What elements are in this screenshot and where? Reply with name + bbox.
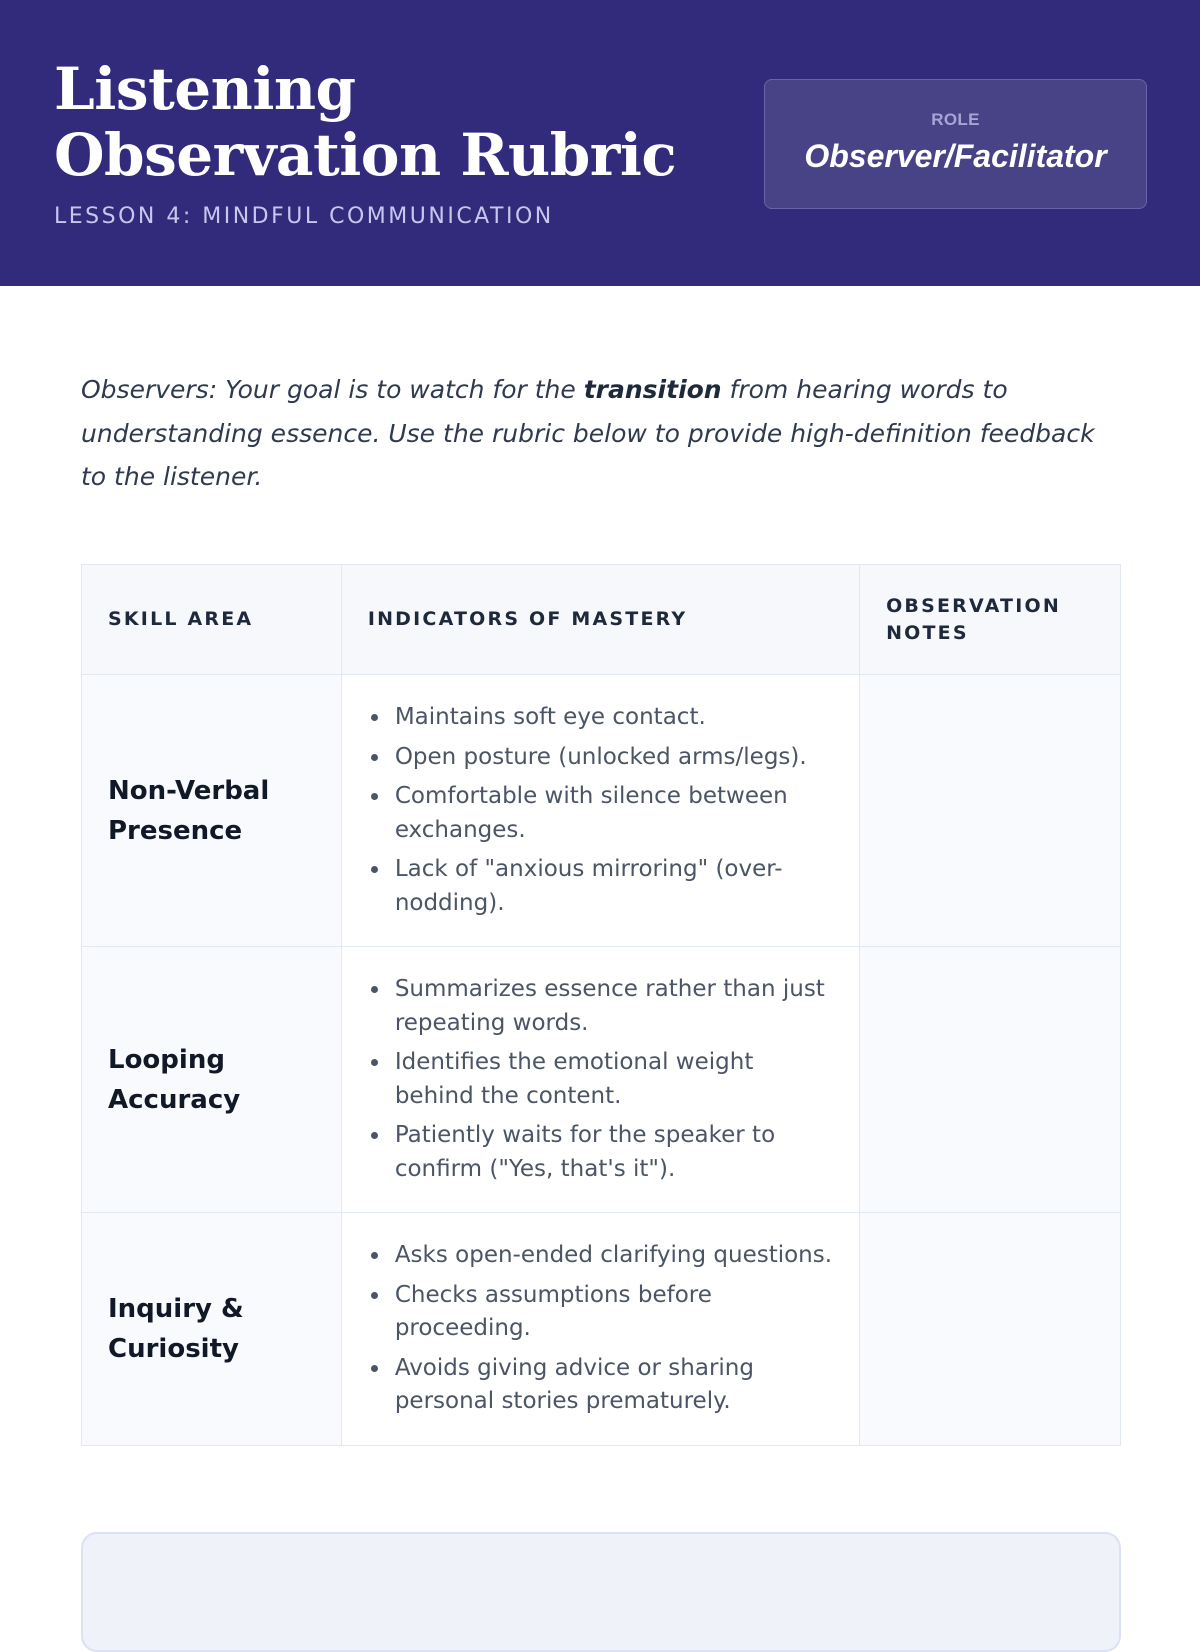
indicator-item [368, 741, 833, 775]
table-row [82, 947, 1121, 1213]
page-header [0, 0, 1200, 286]
indicators-cell [341, 947, 859, 1213]
indicator-text: Open posture (unlocked arms/legs). [394, 743, 807, 770]
header-observation-notes: OBSERVATION NOTES [860, 565, 1121, 675]
skill-area-cell: Inquiry & Curiosity [82, 1213, 342, 1446]
indicator-item [368, 780, 833, 847]
bullet-icon [371, 1252, 378, 1259]
bullet-icon [371, 1365, 378, 1372]
indicator-text: Identifies the emotional weight behind the content. [394, 1049, 754, 1109]
header-indicators: INDICATORS OF MASTERY [341, 565, 859, 675]
bullet-icon [371, 986, 378, 993]
bullet-icon [371, 1132, 378, 1139]
observation-notes-cell[interactable] [860, 675, 1121, 947]
indicators-cell [341, 1213, 859, 1446]
bullet-icon [371, 714, 378, 721]
table-row [82, 675, 1121, 947]
indicator-item [368, 973, 833, 1040]
indicator-list [368, 1239, 833, 1419]
rubric-table [81, 564, 1121, 1446]
lesson-subtitle: LESSON 4: MINDFUL COMMUNICATION [54, 204, 554, 229]
indicator-text: Lack of "anxious mirroring" (over-nodding). [394, 856, 783, 916]
intro-text-start: Observers: Your goal is to watch for the [81, 375, 584, 404]
intro-text-end: from hearing words to understanding essence. Use the rubric below to provide high-definition feedback to the listener. [81, 375, 1095, 491]
next-section-heading [133, 1586, 693, 1616]
page-title: Listening Observation Rubric [54, 55, 677, 189]
indicator-item [368, 1352, 833, 1419]
indicator-item [368, 701, 833, 735]
bullet-icon [371, 1059, 378, 1066]
indicator-item [368, 1119, 833, 1186]
indicator-item [368, 1279, 833, 1346]
indicator-text: Maintains soft eye contact. [394, 704, 706, 730]
indicator-item [368, 853, 833, 920]
indicator-text: Patiently waits for the speaker to confirm ("Yes, that's it"). [394, 1122, 776, 1182]
role-label: ROLE [931, 110, 980, 129]
indicator-item [368, 1046, 833, 1113]
next-section-card [81, 1532, 1121, 1652]
observation-notes-cell[interactable] [860, 947, 1121, 1213]
indicators-cell [341, 675, 859, 947]
indicator-text: Avoids giving advice or sharing personal stories prematurely. [394, 1354, 754, 1414]
indicator-text: Checks assumptions before proceeding. [394, 1281, 712, 1341]
rubric-header-row [82, 565, 1121, 675]
bullet-icon [371, 1292, 378, 1299]
intro-text [81, 368, 1121, 499]
role-card [764, 79, 1147, 209]
bullet-icon [371, 754, 378, 761]
indicator-item [368, 1239, 833, 1273]
observation-notes-cell[interactable] [860, 1213, 1121, 1446]
bullet-icon [371, 866, 378, 873]
skill-area-cell: Looping Accuracy [82, 947, 342, 1213]
indicator-list [368, 701, 833, 920]
intro-emphasis: transition [583, 375, 722, 404]
indicator-text: Summarizes essence rather than just repeating words. [394, 976, 825, 1036]
rubric-body [82, 675, 1121, 1446]
skill-area-cell: Non-Verbal Presence [82, 675, 342, 947]
indicator-list [368, 973, 833, 1186]
indicator-text: Asks open-ended clarifying questions. [394, 1242, 833, 1268]
indicator-text: Comfortable with silence between exchanges. [394, 783, 788, 843]
role-value: Observer/Facilitator [804, 138, 1107, 174]
header-skill-area: SKILL AREA [82, 565, 342, 675]
table-row [82, 1213, 1121, 1446]
bullet-icon [371, 793, 378, 800]
